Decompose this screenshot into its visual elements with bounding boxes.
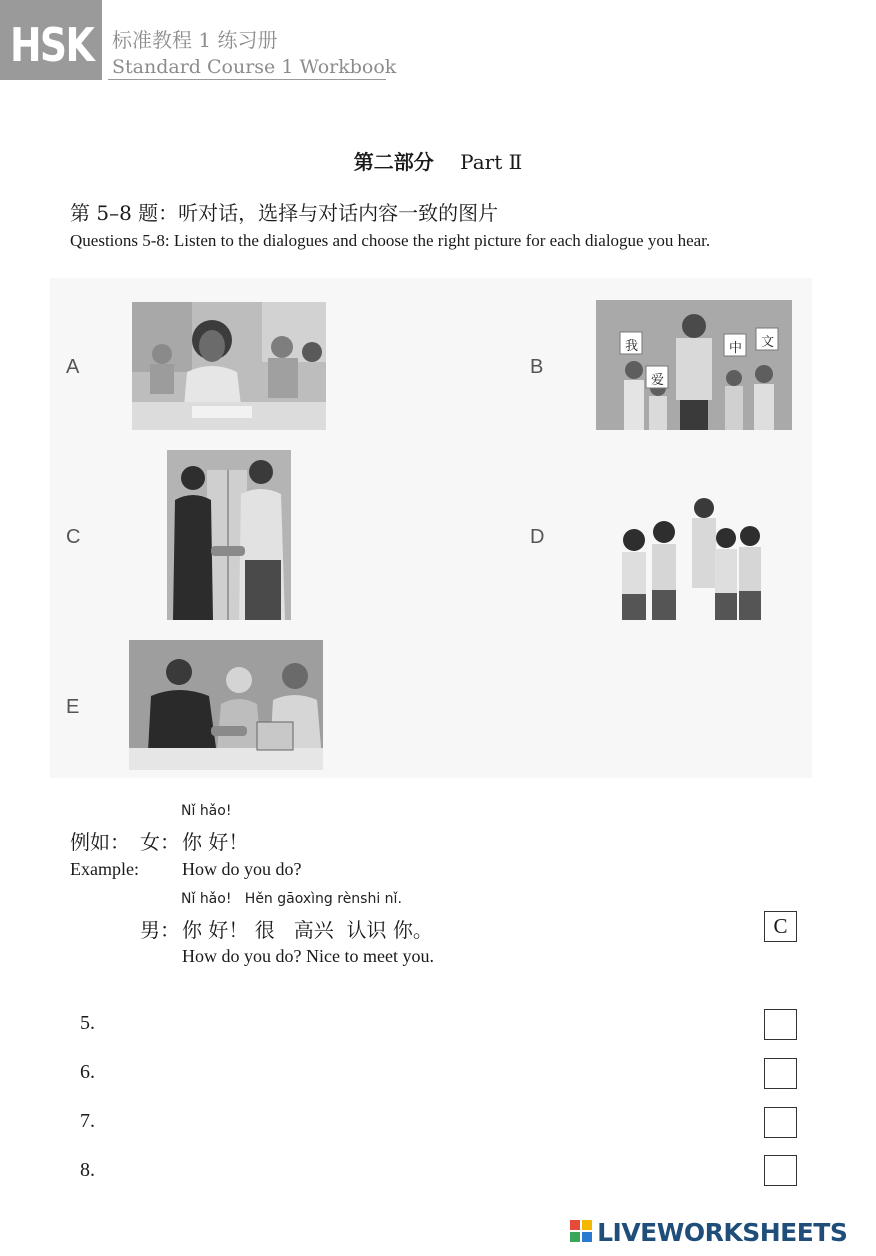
example-label-cn: 例如： (70, 830, 130, 854)
part-title (0, 146, 876, 175)
example-speaker-male: 男： (140, 918, 180, 942)
picture-c-handshake (167, 450, 291, 620)
sign-char-3: 中 (729, 341, 743, 356)
part-title-en: Part Ⅱ (460, 150, 523, 174)
liveworksheets-logo-icon (570, 1220, 592, 1242)
hsk-logo: HSK (10, 18, 94, 72)
example-line1-pinyin: Nǐ hǎo! (181, 803, 232, 819)
example-line2-pinyin: Nǐ hǎo! Hěn gāoxìng rènshi nǐ. (181, 891, 402, 907)
picture-d-teacher-children (612, 494, 768, 622)
example-speaker-female: 女： (140, 830, 180, 854)
picture-letter-b: B (530, 356, 544, 378)
picture-e-business-meeting (129, 640, 323, 770)
example-line1-cn: 你 好！ (182, 830, 249, 854)
picture-letter-d: D (530, 526, 545, 548)
question-number-6: 6. (80, 1061, 95, 1083)
picture-letter-e: E (66, 696, 80, 718)
sign-char-1: 我 (625, 339, 639, 354)
question-instruction-cn: 第 5–8 题：听对话，选择与对话内容一致的图片 (70, 201, 499, 225)
question-number-5: 5. (80, 1012, 95, 1034)
question-number-8: 8. (80, 1159, 95, 1181)
part-title-cn: 第二部分 (353, 150, 434, 174)
book-title-cn: 标准教程 1 练习册 (112, 28, 278, 52)
liveworksheets-watermark (570, 1218, 847, 1248)
sign-char-2: 爱 (651, 373, 665, 388)
answer-box-8[interactable] (764, 1155, 797, 1186)
picture-letter-a: A (66, 356, 80, 378)
book-title-en: Standard Course 1 Workbook (112, 56, 397, 78)
example-line1-en: How do you do? (182, 859, 302, 879)
sign-char-4: 文 (761, 335, 775, 350)
answer-box-5[interactable] (764, 1009, 797, 1040)
liveworksheets-text: LIVEWORKSHEETS (597, 1218, 848, 1247)
header-divider (108, 79, 386, 80)
picture-b-children-signs (596, 300, 792, 430)
answer-box-6[interactable] (764, 1058, 797, 1089)
picture-letter-c: C (66, 526, 81, 548)
picture-a-classroom (132, 302, 326, 430)
example-line2-en: How do you do? Nice to meet you. (182, 946, 434, 966)
answer-box-7[interactable] (764, 1107, 797, 1138)
example-label-en: Example: (70, 859, 139, 879)
example-line2-cn: 你 好！ 很 高兴 认识 你。 (182, 918, 433, 942)
example-answer-box: C (764, 911, 797, 942)
question-instruction-en: Questions 5-8: Listen to the dialogues and choose the right picture for each dialogue you hear. (70, 231, 711, 250)
question-number-7: 7. (80, 1110, 95, 1132)
